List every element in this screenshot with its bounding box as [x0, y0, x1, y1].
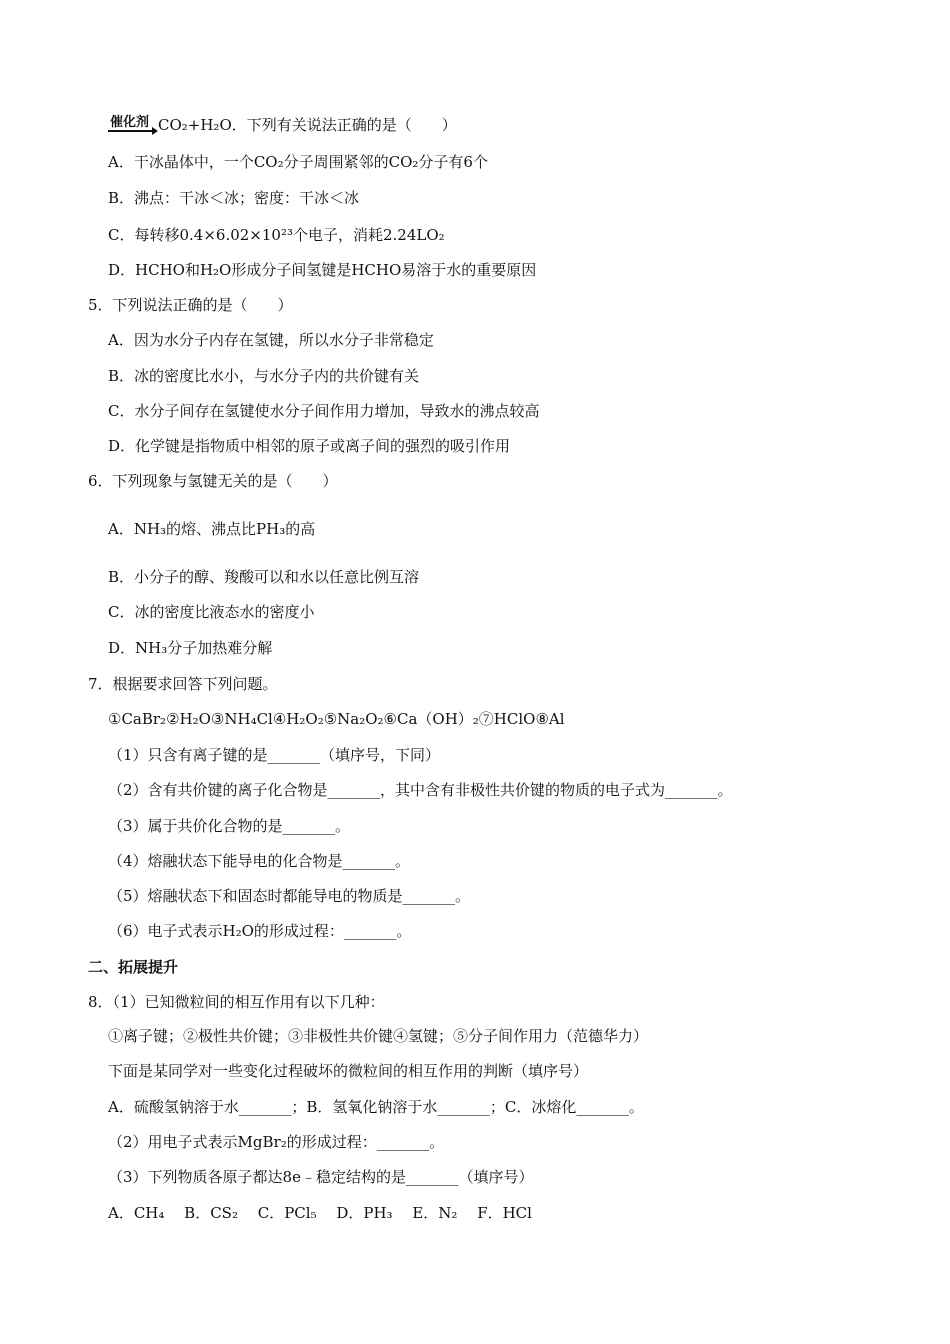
q5-option-d: D．化学键是指物质中相邻的原子或离子间的强烈的吸引作用 — [108, 437, 511, 455]
q8-intro: 下面是某同学对一些变化过程破坏的微粒间的相互作用的判断（填序号） — [108, 1062, 589, 1080]
catalyst-label: 催化剂 — [110, 115, 150, 130]
q7-part-2: （2）含有共价键的离子化合物是_______，其中含有非极性共价键的物质的电子式为_______。 — [108, 781, 733, 799]
reaction-arrow-icon — [108, 130, 156, 132]
q8-interactions: ①离子键；②极性共价键；③非极性共价键④氢键；⑤分子间作用力（范德华力） — [108, 1027, 649, 1045]
q6-option-c: C．冰的密度比液态水的密度小 — [108, 603, 315, 621]
q5-option-c: C．水分子间存在氢键使水分子间作用力增加，导致水的沸点较高 — [108, 402, 540, 420]
q8-part1-blanks: A．硫酸氢钠溶于水_______；B．氢氧化钠溶于水_______；C．冰熔化_______。 — [108, 1098, 644, 1116]
q7-substances: ①CaBr₂②H₂O③NH₄Cl④H₂O₂⑤Na₂O₂⑥Ca（OH）₂⑦HClO⑧Al — [108, 710, 565, 728]
q7-part-4: （4）熔融状态下能导电的化合物是_______。 — [108, 852, 411, 870]
q5-stem: 5．下列说法正确的是（ ） — [88, 296, 293, 314]
catalyst-arrow — [108, 111, 158, 137]
q7-part-1: （1）只含有离子键的是_______（填序号，下同） — [108, 746, 441, 764]
q6-stem: 6．下列现象与氢键无关的是（ ） — [88, 472, 338, 490]
q6-option-b: B．小分子的醇、羧酸可以和水以任意比例互溶 — [108, 568, 420, 586]
q7-part-3: （3）属于共价化合物的是_______。 — [108, 817, 351, 835]
q4-option-c: C．每转移0.4×6.02×10²³个电子，消耗2.24LO₂ — [108, 226, 445, 244]
q8-part2: （2）用电子式表示MgBr₂的形成过程：_______。 — [108, 1133, 445, 1151]
q4-option-a: A．干冰晶体中，一个CO₂分子周围紧邻的CO₂分子有6个 — [108, 153, 488, 171]
q6-option-d: D．NH₃分子加热难分解 — [108, 639, 273, 657]
section-heading: 二、拓展提升 — [88, 958, 179, 976]
q8-part3: （3）下列物质各原子都达8e﹣稳定结构的是_______（填序号） — [108, 1168, 534, 1186]
q6-option-a: A．NH₃的熔、沸点比PH₃的高 — [108, 520, 316, 538]
q8-stem: 8．（1）已知微粒间的相互作用有以下几种： — [88, 993, 385, 1011]
q7-stem: 7．根据要求回答下列问题。 — [88, 675, 278, 693]
q4-option-d: D．HCHO和H₂O形成分子间氢键是HCHO易溶于水的重要原因 — [108, 261, 537, 279]
q5-option-b: B．冰的密度比水小，与水分子内的共价键有关 — [108, 367, 420, 385]
q5-option-a: A．因为水分子内存在氢键，所以水分子非常稳定 — [108, 331, 434, 349]
q4-stem-tail: CO₂+H₂O．下列有关说法正确的是（ ） — [158, 116, 457, 134]
q7-part-5: （5）熔融状态下和固态时都能导电的物质是_______。 — [108, 887, 471, 905]
q7-part-6: （6）电子式表示H₂O的形成过程：_______。 — [108, 922, 412, 940]
q4-option-b: B．沸点：干冰＜冰；密度：干冰＜冰 — [108, 189, 360, 207]
q8-part3-options: A．CH₄ B．CS₂ C．PCl₅ D．PH₃ E．N₂ F．HCl — [108, 1204, 532, 1222]
